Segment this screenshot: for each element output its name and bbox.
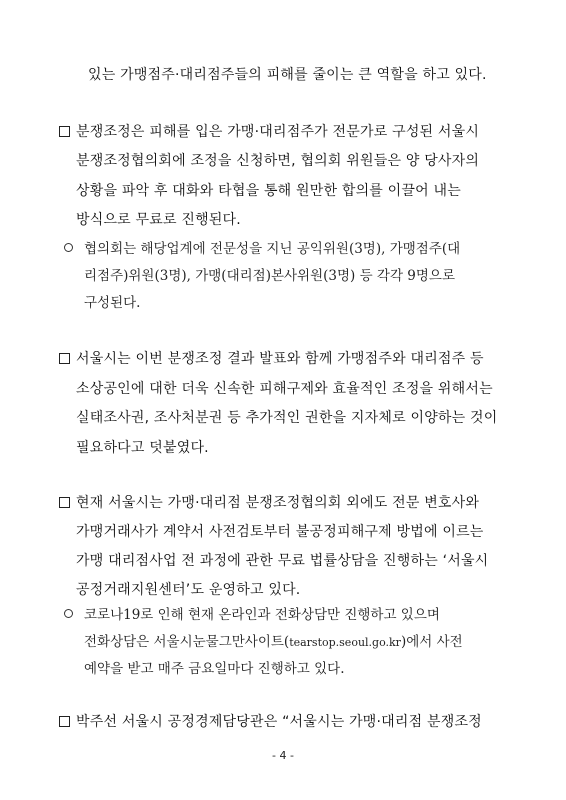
section2-line-4: 필요하다고 덧붙였다. — [76, 440, 209, 456]
section1-line-2: 분쟁조정협의회에 조정을 신청하면, 협의회 위원들은 양 당사자의 — [76, 153, 480, 169]
checkbox-bullet-icon — [59, 716, 70, 727]
section3-sub-line-3: 예약을 받고 매주 금요일마다 진행하고 있다. — [84, 661, 345, 677]
section4-line-1: 박주선 서울시 공정경제담당관은 “서울시는 가맹·대리점 분쟁조정 — [76, 714, 482, 730]
checkbox-bullet-icon — [59, 497, 70, 508]
section2-line-2: 소상공인에 대한 더욱 신속한 피해구제와 효율적인 조정을 위해서는 — [76, 381, 493, 397]
section1-sub-line-2: 리점주)위원(3명), 가맹(대리점)본사위원(3명) 등 각각 9명으로 — [84, 268, 455, 284]
page-number: - 4 - — [272, 749, 294, 762]
sub-line-text-a: 전화상담은 서울시눈물그만사이트( — [84, 634, 290, 650]
intro-line: 있는 가맹점주·대리점주들의 피해를 줄이는 큰 역할을 하고 있다. — [88, 67, 487, 83]
section1-line-4: 방식으로 무료로 진행된다. — [76, 212, 241, 228]
section3-line-4: 공정거래지원센터’도 운영하고 있다. — [76, 582, 301, 598]
section3-line-1: 현재 서울시는 가맹·대리점 분쟁조정협의회 외에도 전문 변호사와 — [76, 495, 480, 511]
circle-bullet-icon — [64, 609, 73, 618]
website-url: tearstop.seoul.go.kr — [289, 636, 401, 649]
section2-line-3: 실태조사권, 조사처분권 등 추가적인 권한을 지자체로 이양하는 것이 — [76, 410, 498, 426]
section1-line-1: 분쟁조정은 피해를 입은 가맹·대리점주가 전문가로 구성된 서울시 — [76, 124, 480, 140]
checkbox-bullet-icon — [59, 126, 70, 137]
section1-sub-line-3: 구성된다. — [84, 295, 141, 311]
section1-sub-line-1: 협의회는 해당업계에 전문성을 지닌 공익위원(3명), 가맹점주(대 — [84, 241, 461, 257]
circle-bullet-icon — [64, 243, 73, 252]
section3-line-2: 가맹거래사가 계약서 사전검토부터 불공정피해구제 방법에 이르는 — [76, 524, 484, 540]
section1-line-3: 상황을 파악 후 대화와 타협을 통해 원만한 합의를 이끌어 내는 — [76, 183, 461, 199]
section3-sub-line-2 — [84, 630, 463, 650]
section3-sub-line-1: 코로나19로 인해 현재 온라인과 전화상담만 진행하고 있으며 — [84, 607, 440, 623]
checkbox-bullet-icon — [59, 353, 70, 364]
sub-line-text-b: )에서 사전 — [400, 634, 463, 650]
section3-line-3: 가맹 대리점사업 전 과정에 관한 무료 법률상담을 진행하는 ‘서울시 — [76, 553, 489, 569]
section2-line-1: 서울시는 이번 분쟁조정 결과 발표와 함께 가맹점주와 대리점주 등 — [76, 351, 484, 367]
